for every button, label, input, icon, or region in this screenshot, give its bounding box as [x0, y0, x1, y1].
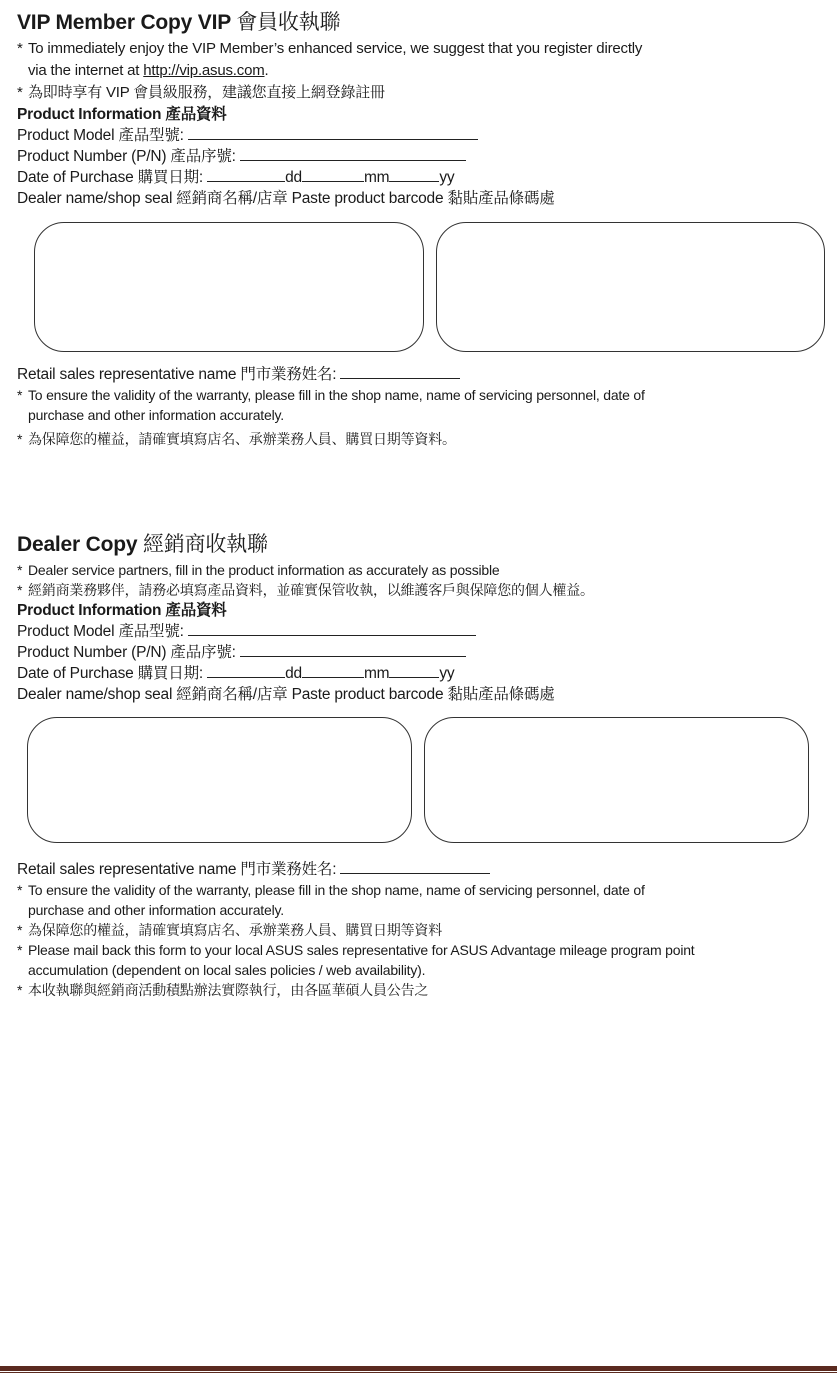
vip-retail-rep-field[interactable] [340, 364, 460, 379]
dealer-retail-rep-field[interactable] [340, 859, 490, 874]
dealer-product-model-field[interactable] [188, 621, 476, 636]
vip-date-row [17, 167, 829, 188]
dealer-title-zh: 經銷商收執聯 [143, 533, 268, 556]
vip-product-number-label: Product Number (P/N) 產品序號: [17, 148, 236, 165]
dealer-title-en: Dealer Copy [17, 533, 138, 556]
vip-intro-en: To immediately enjoy the VIP Member’s enhanced service, we suggest that you register directly [28, 40, 643, 57]
vip-title-zh: 會員收執聯 [236, 11, 341, 34]
dealer-date-row [17, 663, 829, 684]
vip-register-link[interactable]: http://vip.asus.com [143, 62, 265, 79]
vip-note1: To ensure the validity of the warranty, please fill in the shop name, name of servicing personnel, date of [28, 387, 645, 403]
dealer-points-note: * 本收執聯與經銷商活動積點辦法實際執行，由各區華碩人員公告之 [17, 982, 429, 998]
dealer-dealer-seal-label: Dealer name/shop seal 經銷商名稱/店章 Paste product barcode 黏貼產品條碼處 [17, 686, 555, 703]
dealer-intro-note: * Dealer service partners, fill in the product information as accurately as possible [17, 562, 500, 578]
vip-retail-rep-label: Retail sales representative name 門市業務姓名: [17, 366, 337, 383]
dealer-note1-cont: purchase and other information accurately. [28, 902, 284, 918]
vip-dd-label: dd [285, 169, 302, 186]
dealer-warranty-note-zh: * 為保障您的權益，請確實填寫店名、承辦業務人員、購買日期等資料 [17, 922, 442, 938]
vip-seal-boxes [17, 222, 829, 358]
dealer-note4: 本收執聯與經銷商活動積點辦法實際執行，由各區華碩人員公告之 [28, 982, 429, 998]
dealer-intro-en: Dealer service partners, fill in the product information as accurately as possible [28, 562, 500, 578]
dealer-product-number-row [17, 642, 829, 663]
vip-product-number-field[interactable] [240, 146, 466, 161]
footer-rule [0, 1366, 837, 1371]
dealer-note3: Please mail back this form to your local ASUS sales representative for ASUS Advantage mileage program point [28, 942, 695, 958]
dealer-mm-label: mm [363, 665, 390, 682]
dealer-intro-zh-note: * 經銷商業務夥伴，請務必填寫產品資料，並確實保管收執，以維護客戶與保障您的個人權益。 [17, 582, 594, 598]
dealer-intro-zh: 經銷商業務夥伴，請務必填寫產品資料，並確實保管收執，以維護客戶與保障您的個人權益。 [28, 582, 594, 598]
dealer-retail-rep-label: Retail sales representative name 門市業務姓名: [17, 861, 337, 878]
vip-title-en: VIP Member Copy VIP [17, 11, 231, 34]
vip-date-label: Date of Purchase 購買日期: [17, 169, 203, 186]
vip-date-yy-field[interactable] [389, 167, 439, 182]
dealer-date-mm-field[interactable] [302, 663, 364, 678]
dealer-date-dd-field[interactable] [207, 663, 285, 678]
vip-note1-cont: purchase and other information accurately. [28, 407, 284, 423]
dealer-product-model-label: Product Model 產品型號: [17, 623, 184, 640]
vip-warranty-note-zh: * 為保障您的權益，請確實填寫店名、承辦業務人員、購買日期等資料。 [17, 431, 456, 447]
vip-intro-zh: 為即時享有 VIP 會員級服務，建議您直接上網登錄註冊 [28, 84, 385, 101]
vip-dealer-seal-label: Dealer name/shop seal 經銷商名稱/店章 Paste product barcode 黏貼產品條碼處 [17, 190, 555, 207]
vip-intro-zh-note: * 為即時享有 VIP 會員級服務，建議您直接上網登錄註冊 [17, 84, 385, 101]
dealer-date-label: Date of Purchase 購買日期: [17, 665, 203, 682]
vip-member-copy-section [17, 8, 829, 449]
vip-product-number-row [17, 146, 829, 167]
vip-retail-rep-row [17, 364, 829, 385]
vip-date-dd-field[interactable] [207, 167, 285, 182]
dealer-product-number-label: Product Number (P/N) 產品序號: [17, 644, 236, 661]
footer-rule-thin [0, 1372, 837, 1373]
vip-note2: 為保障您的權益，請確實填寫店名、承辦業務人員、購買日期等資料。 [28, 431, 456, 447]
vip-mm-label: mm [363, 169, 390, 186]
dealer-note3-cont: accumulation (dependent on local sales policies / web availability). [28, 962, 426, 978]
dealer-note2: 為保障您的權益，請確實填寫店名、承辦業務人員、購買日期等資料 [28, 922, 442, 938]
dealer-dd-label: dd [285, 665, 302, 682]
dealer-shop-seal-box[interactable] [27, 717, 412, 843]
vip-intro-note: * To immediately enjoy the VIP Member’s enhanced service, we suggest that you register directly via the internet at http://vip.asus.com. [17, 40, 643, 79]
dealer-mailback-note: * Please mail back this form to your local ASUS sales representative for ASUS Advantage mileage program point accumulation (dependent on local sales policies / web availability). [17, 940, 829, 980]
vip-product-model-label: Product Model 產品型號: [17, 127, 184, 144]
dealer-yy-label: yy [439, 665, 455, 682]
dealer-retail-rep-row [17, 859, 829, 880]
dealer-product-info-heading: Product Information 產品資料 [17, 602, 227, 619]
vip-product-info-heading: Product Information 產品資料 [17, 106, 227, 123]
dealer-title [17, 530, 829, 560]
vip-yy-label: yy [439, 169, 455, 186]
vip-product-model-row [17, 125, 829, 146]
dealer-date-yy-field[interactable] [389, 663, 439, 678]
dealer-barcode-box[interactable] [424, 717, 809, 843]
vip-date-mm-field[interactable] [302, 167, 364, 182]
dealer-seal-boxes [17, 717, 829, 853]
dealer-warranty-note: * To ensure the validity of the warranty, please fill in the shop name, name of servicing personnel, date of purchase and other information accurately. [17, 880, 829, 920]
dealer-note1: To ensure the validity of the warranty, please fill in the shop name, name of servicing personnel, date of [28, 882, 645, 898]
vip-warranty-note: * To ensure the validity of the warranty, please fill in the shop name, name of servicing personnel, date of purchase and other information accurately. [17, 385, 829, 425]
dealer-product-model-row [17, 621, 829, 642]
vip-title [17, 8, 829, 38]
dealer-product-number-field[interactable] [240, 642, 466, 657]
dealer-copy-section [17, 530, 829, 1000]
vip-shop-seal-box[interactable] [34, 222, 424, 352]
vip-product-model-field[interactable] [188, 125, 478, 140]
vip-intro-en-cont: via the internet at [28, 62, 144, 79]
vip-barcode-box[interactable] [436, 222, 825, 352]
